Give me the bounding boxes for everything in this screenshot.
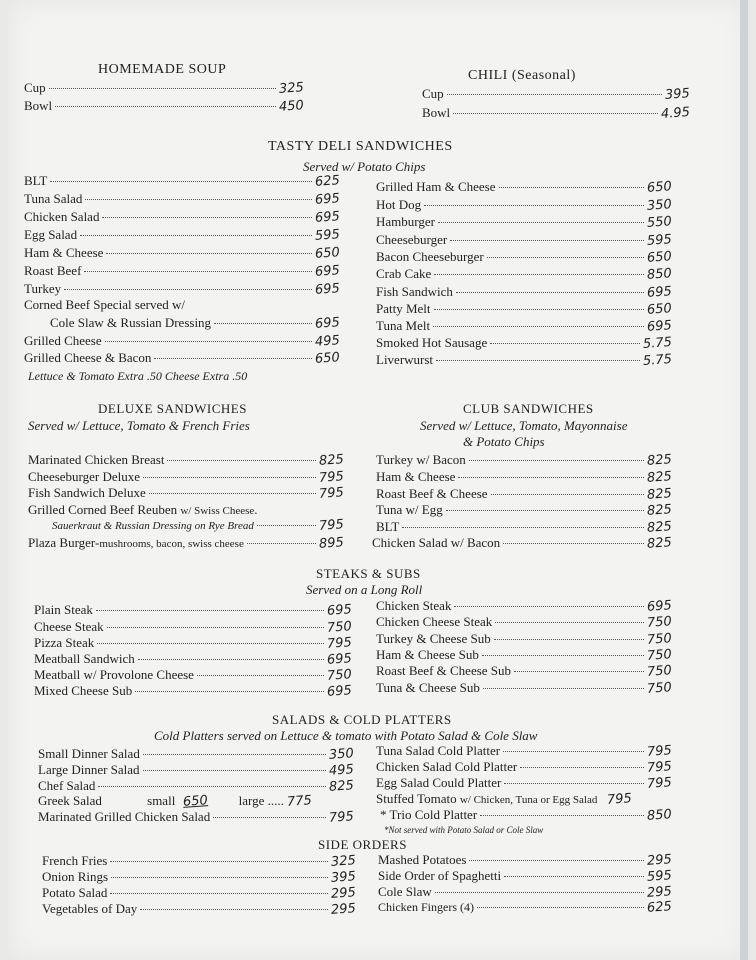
- menu-item: Grilled Ham & Cheese 650: [376, 179, 673, 196]
- menu-item: Chef Salad 825: [38, 778, 355, 795]
- menu-item: Grilled Cheese & Bacon 650: [24, 350, 341, 367]
- menu-item: Meatball Sandwich 695: [34, 651, 353, 668]
- menu-item: Chicken Fingers (4) 625: [378, 899, 673, 916]
- menu-item: Roast Beef & Cheese 825: [376, 486, 673, 503]
- menu-item: Chicken Salad Cold Platter 795: [376, 759, 673, 776]
- menu-item: Ham & Cheese 650: [24, 245, 341, 262]
- steaks-subtitle: Served on a Long Roll: [306, 582, 423, 597]
- menu-item: Turkey & Cheese Sub 750: [376, 631, 673, 648]
- menu-item: Cole Slaw & Russian Dressing 695: [50, 315, 341, 332]
- menu-item: BLT 825: [376, 519, 673, 536]
- menu-item: Hamburger 550: [376, 214, 673, 231]
- menu-item: Sauerkraut & Russian Dressing on Rye Bread 795: [52, 517, 345, 534]
- menu-item: Egg Salad Could Platter 795: [376, 775, 673, 792]
- menu-item: Cup 325: [24, 80, 305, 97]
- menu-item: Chicken Salad w/ Bacon 825: [372, 535, 673, 552]
- menu-item: Chicken Cheese Steak 750: [376, 614, 673, 631]
- menu-item: Roast Beef & Cheese Sub 750: [376, 663, 673, 680]
- menu-item: Bowl 450: [24, 98, 305, 115]
- reuben-label: Grilled Corned Beef Reuben w/ Swiss Cheese.: [28, 502, 258, 517]
- menu-item: Cheese Steak 750: [34, 619, 353, 636]
- menu-item: Tuna Melt 695: [376, 318, 673, 335]
- menu-page: [8, 0, 748, 960]
- menu-item: Turkey 695: [24, 281, 341, 298]
- stuffed-tomato-row: Stuffed Tomato w/ Chicken, Tuna or Egg Salad 795: [376, 791, 632, 808]
- salads-footnote: *Not served with Potato Salad or Cole Slaw: [384, 825, 544, 835]
- soup-title: HOMEMADE SOUP: [98, 62, 227, 77]
- greek-salad-row: Greek Salad small 650 large ..... 775: [38, 793, 313, 810]
- menu-item: Tuna & Cheese Sub 750: [376, 680, 673, 697]
- menu-item: Cheeseburger 595: [376, 232, 673, 249]
- menu-item: * Trio Cold Platter 850: [380, 807, 673, 824]
- menu-item: Tuna w/ Egg 825: [376, 502, 673, 519]
- menu-item: Grilled Cheese 495: [24, 333, 341, 350]
- menu-item: Large Dinner Salad 495: [38, 762, 355, 779]
- menu-item: Small Dinner Salad 350: [38, 746, 355, 763]
- menu-item: Side Order of Spaghetti 595: [378, 868, 673, 885]
- menu-item: Plain Steak 695: [34, 602, 353, 619]
- menu-item: Liverwurst 5.75: [376, 352, 673, 369]
- deli-title: TASTY DELI SANDWICHES: [268, 139, 453, 154]
- menu-item: Chicken Salad 695: [24, 209, 341, 226]
- menu-item: Fish Sandwich Deluxe 795: [28, 485, 345, 502]
- menu-item: Ham & Cheese Sub 750: [376, 647, 673, 664]
- menu-item: Tuna Salad Cold Platter 795: [376, 743, 673, 760]
- menu-item: Bacon Cheeseburger 650: [376, 249, 673, 266]
- menu-item: Roast Beef 695: [24, 263, 341, 280]
- menu-item: Tuna Salad 695: [24, 191, 341, 208]
- menu-item: Cup 395: [422, 86, 691, 103]
- menu-item: French Fries 325: [42, 853, 357, 870]
- menu-item: Meatball w/ Provolone Cheese 750: [34, 667, 353, 684]
- menu-item: Turkey w/ Bacon 825: [376, 452, 673, 469]
- menu-item: Cole Slaw 295: [378, 884, 673, 901]
- menu-item: Chicken Steak 695: [376, 598, 673, 615]
- sides-title: SIDE ORDERS: [318, 837, 407, 852]
- menu-item: Patty Melt 650: [376, 301, 673, 318]
- menu-item: Potato Salad 295: [42, 885, 357, 902]
- menu-item: Fish Sandwich 695: [376, 284, 673, 301]
- menu-item: Cheeseburger Deluxe 795: [28, 469, 345, 486]
- extras-note: Lettuce & Tomato Extra .50 Cheese Extra .50: [28, 369, 248, 383]
- menu-item: Vegetables of Day 295: [42, 901, 357, 918]
- menu-item: Mashed Potatoes 295: [378, 852, 673, 869]
- page-edge: [740, 0, 748, 960]
- salads-subtitle: Cold Platters served on Lettuce & tomato with Potato Salad & Cole Slaw: [154, 728, 538, 743]
- menu-item: Ham & Cheese 825: [376, 469, 673, 486]
- club-subtitle: Served w/ Lettuce, Tomato, Mayonnaise: [420, 418, 628, 433]
- menu-item: Pizza Steak 795: [34, 635, 353, 652]
- menu-item: BLT 625: [24, 173, 341, 190]
- menu-item: Bowl 4.95: [422, 105, 691, 122]
- deli-subtitle: Served w/ Potato Chips: [303, 159, 426, 174]
- menu-item: Marinated Grilled Chicken Salad 795: [38, 809, 355, 826]
- deluxe-subtitle: Served w/ Lettuce, Tomato & French Fries: [28, 418, 250, 433]
- club-title: CLUB SANDWICHES: [463, 401, 594, 416]
- menu-item: Crab Cake 850: [376, 266, 673, 283]
- menu-item: Mixed Cheese Sub 695: [34, 683, 353, 700]
- deluxe-title: DELUXE SANDWICHES: [98, 401, 247, 416]
- menu-item: Hot Dog 350: [376, 197, 673, 214]
- menu-item: Egg Salad 595: [24, 227, 341, 244]
- salads-title: SALADS & COLD PLATTERS: [272, 712, 452, 727]
- menu-item: Marinated Chicken Breast 825: [28, 452, 345, 469]
- menu-item: Plaza Burger-mushrooms, bacon, swiss cheese 895: [28, 535, 345, 552]
- club-subtitle-2: & Potato Chips: [463, 434, 545, 449]
- menu-item: Onion Rings 395: [42, 869, 357, 886]
- special-label: Corned Beef Special served w/: [24, 297, 186, 312]
- chili-title: CHILI (Seasonal): [468, 68, 576, 83]
- menu-item: Smoked Hot Sausage 5.75: [376, 335, 673, 352]
- steaks-title: STEAKS & SUBS: [316, 566, 421, 581]
